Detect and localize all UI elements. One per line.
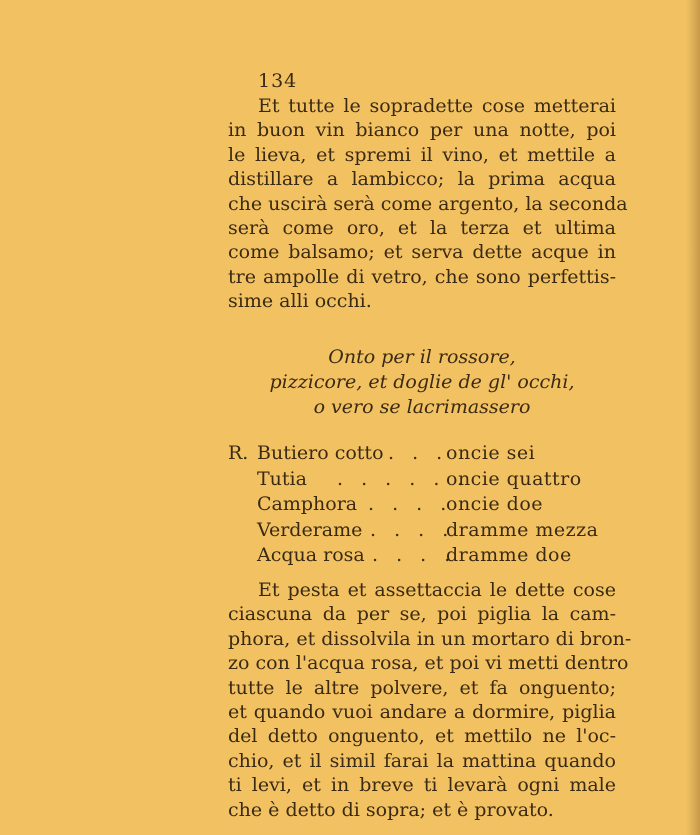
page-edge-shadow (686, 0, 700, 835)
ingredient-quantity: oncie quattro (446, 467, 582, 490)
leader-dots: . . . . . . (337, 467, 470, 490)
text-line: sime alli occhi. (228, 290, 372, 313)
text-line: et quando vuoi andare a dormire, piglia (228, 701, 616, 724)
ingredient-quantity: oncie sei (446, 442, 536, 464)
text-line: come balsamo; et serva dette acque in (228, 241, 616, 264)
ingredient-name: Camphora (257, 493, 358, 515)
leader-dots: . . . . (370, 518, 455, 541)
page-number: 134 (258, 70, 298, 92)
text-line: le lieva, et spremi il vino, et mettile a (228, 143, 616, 166)
leader-dots: . . . . (368, 493, 453, 515)
paragraph-distillation (228, 94, 628, 314)
ingredient-name: Acqua rosa (257, 544, 365, 566)
ingredient-name: Butiero cotto (257, 442, 384, 464)
text-line: del detto onguento, et mettilo ne l'oc- (228, 725, 616, 748)
heading-line: o vero se lacrimassero (313, 396, 531, 418)
text-line: tutte le altre polvere, et fa onguento; (228, 676, 616, 699)
text-line: Et tutte le sopradette cose metterai (258, 95, 616, 117)
text-line: phora, et dissolvila in un mortaro di bron- (228, 627, 632, 650)
text-line: tre ampolle di vetro, che sono perfettis- (228, 265, 616, 288)
text-line: in buon vin bianco per una notte, poi (228, 119, 616, 142)
text-line: che uscirà serà come argento, la seconda (228, 192, 628, 215)
text-line: distillare a lambicco; la prima acqua (228, 168, 616, 191)
paragraph-instructions (228, 578, 632, 822)
heading-line: pizzicore, et doglie de gl' occhi, (269, 371, 575, 393)
leader-dots: . . . . (372, 544, 457, 566)
ingredient-quantity: oncie doe (446, 493, 544, 515)
ingredient-name: Verderame (257, 518, 363, 541)
ingredient-quantity: dramme doe (446, 544, 572, 566)
text-line: serà come oro, et la terza et ultima (228, 217, 616, 240)
ingredient-name: Tutia (257, 467, 307, 490)
recipe-heading (228, 345, 616, 420)
recipe-prefix: R. (228, 442, 249, 464)
leader-dots: . . . (388, 442, 449, 464)
text-line: Et pesta et assettaccia le dette cose (258, 579, 616, 601)
text-line: che è detto di sopra; et è provato. (228, 798, 554, 821)
text-line: ti levi, et in breve ti levarà ogni male (228, 774, 616, 797)
text-line: ciascuna da per se, poi piglia la cam- (228, 603, 616, 626)
heading-line: Onto per il rossore, (328, 346, 516, 368)
text-line: zo con l'acqua rosa, et poi vi metti dentro (228, 652, 629, 675)
text-line: chio, et il simil farai la mattina quando (228, 749, 616, 772)
ingredient-quantity: dramme mezza (446, 518, 599, 541)
